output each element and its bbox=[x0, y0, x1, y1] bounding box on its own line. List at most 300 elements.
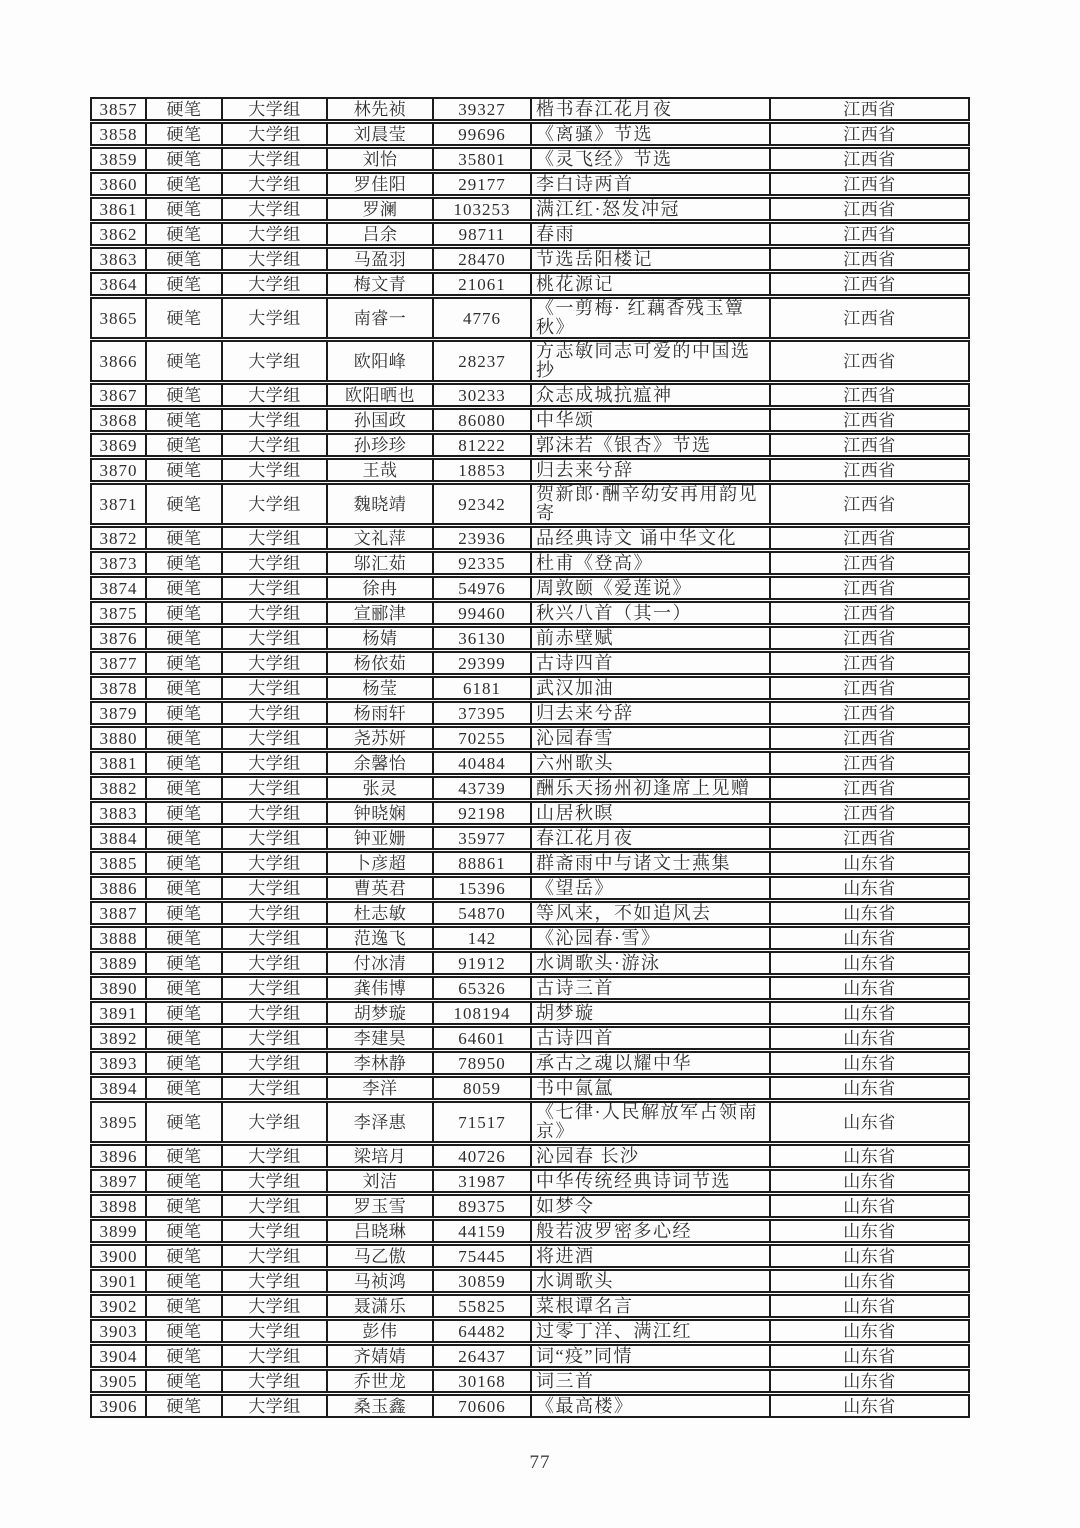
cell-entry-code: 54976 bbox=[434, 578, 532, 598]
cell-pen-type: 硬笔 bbox=[147, 953, 223, 973]
cell-entry-code: 21061 bbox=[434, 274, 532, 294]
cell-pen-type: 硬笔 bbox=[147, 1078, 223, 1098]
cell-participant-name: 林先祯 bbox=[328, 99, 434, 119]
cell-entry-code: 6181 bbox=[434, 678, 532, 698]
table-row bbox=[90, 676, 970, 700]
cell-pen-type: 硬笔 bbox=[147, 628, 223, 648]
cell-work-title: 《灵飞经》节选 bbox=[532, 149, 771, 169]
table-row bbox=[90, 1219, 970, 1243]
cell-province: 江西省 bbox=[843, 149, 896, 169]
cell-entry-code: 142 bbox=[434, 928, 532, 948]
cell-pen-type: 硬笔 bbox=[147, 1221, 223, 1241]
cell-group: 大学组 bbox=[223, 728, 328, 748]
cell-province: 山东省 bbox=[843, 1196, 896, 1216]
cell-participant-name: 罗澜 bbox=[328, 199, 434, 219]
cell-work-title: 归去来兮辞 bbox=[532, 460, 771, 480]
cell-entry-no: 3879 bbox=[92, 703, 147, 723]
table-row bbox=[90, 1194, 970, 1218]
cell-entry-code: 23936 bbox=[434, 528, 532, 548]
cell-pen-type: 硬笔 bbox=[147, 728, 223, 748]
cell-participant-name: 余馨怡 bbox=[328, 753, 434, 773]
cell-work-title: 菜根谭名言 bbox=[532, 1296, 771, 1316]
cell-entry-code: 70606 bbox=[434, 1396, 532, 1416]
table-row bbox=[90, 297, 970, 339]
cell-pen-type: 硬笔 bbox=[147, 1146, 223, 1166]
cell-pen-type: 硬笔 bbox=[147, 1271, 223, 1291]
table-row bbox=[90, 601, 970, 625]
cell-participant-name: 杨依茹 bbox=[328, 653, 434, 673]
cell-group: 大学组 bbox=[223, 249, 328, 269]
cell-participant-name: 李洋 bbox=[328, 1078, 434, 1098]
cell-group: 大学组 bbox=[223, 903, 328, 923]
cell-entry-no: 3895 bbox=[92, 1103, 147, 1141]
cell-entry-no: 3877 bbox=[92, 653, 147, 673]
cell-province: 江西省 bbox=[843, 603, 896, 623]
cell-pen-type: 硬笔 bbox=[147, 174, 223, 194]
cell-group: 大学组 bbox=[223, 460, 328, 480]
cell-pen-type: 硬笔 bbox=[147, 1296, 223, 1316]
cell-work-title: 胡梦璇 bbox=[532, 1003, 771, 1023]
cell-entry-code: 70255 bbox=[434, 728, 532, 748]
table-row bbox=[90, 340, 970, 382]
cell-province: 江西省 bbox=[843, 124, 896, 144]
cell-participant-name: 罗玉雪 bbox=[328, 1196, 434, 1216]
cell-entry-no: 3876 bbox=[92, 628, 147, 648]
cell-entry-code: 92198 bbox=[434, 803, 532, 823]
cell-entry-no: 3902 bbox=[92, 1296, 147, 1316]
cell-province: 山东省 bbox=[843, 903, 896, 923]
cell-entry-no: 3875 bbox=[92, 603, 147, 623]
cell-group: 大学组 bbox=[223, 199, 328, 219]
cell-entry-no: 3869 bbox=[92, 435, 147, 455]
cell-work-title: 方志敏同志可爱的中国选抄 bbox=[532, 342, 771, 380]
table-row bbox=[90, 458, 970, 482]
cell-entry-no: 3865 bbox=[92, 299, 147, 337]
cell-group: 大学组 bbox=[223, 953, 328, 973]
cell-work-title: 秋兴八首（其一） bbox=[532, 603, 771, 623]
table-row bbox=[90, 1101, 970, 1143]
cell-pen-type: 硬笔 bbox=[147, 678, 223, 698]
cell-participant-name: 张灵 bbox=[328, 778, 434, 798]
cell-work-title: 品经典诗文 诵中华文化 bbox=[532, 528, 771, 548]
cell-entry-no: 3904 bbox=[92, 1346, 147, 1366]
cell-group: 大学组 bbox=[223, 628, 328, 648]
cell-entry-no: 3868 bbox=[92, 410, 147, 430]
cell-entry-code: 30233 bbox=[434, 385, 532, 405]
cell-province: 江西省 bbox=[843, 653, 896, 673]
cell-participant-name: 南睿一 bbox=[328, 299, 434, 337]
cell-work-title: 《一剪梅· 红藕香残玉簟秋》 bbox=[532, 299, 771, 337]
cell-participant-name: 钟晓娴 bbox=[328, 803, 434, 823]
cell-work-title: 沁园春 长沙 bbox=[532, 1146, 771, 1166]
cell-entry-code: 81222 bbox=[434, 435, 532, 455]
cell-entry-code: 99696 bbox=[434, 124, 532, 144]
cell-entry-code: 35801 bbox=[434, 149, 532, 169]
cell-work-title: 酬乐天扬州初逢席上见赠 bbox=[532, 778, 771, 798]
table-row bbox=[90, 433, 970, 457]
cell-work-title: 承古之魂以耀中华 bbox=[532, 1053, 771, 1073]
cell-participant-name: 刘晨莹 bbox=[328, 124, 434, 144]
cell-entry-no: 3874 bbox=[92, 578, 147, 598]
cell-pen-type: 硬笔 bbox=[147, 1103, 223, 1141]
cell-entry-no: 3901 bbox=[92, 1271, 147, 1291]
cell-province: 山东省 bbox=[843, 1271, 896, 1291]
cell-pen-type: 硬笔 bbox=[147, 485, 223, 523]
table-row bbox=[90, 1001, 970, 1025]
table-row bbox=[90, 408, 970, 432]
table-row bbox=[90, 272, 970, 296]
cell-group: 大学组 bbox=[223, 1196, 328, 1216]
cell-participant-name: 邬汇茹 bbox=[328, 553, 434, 573]
table-row bbox=[90, 901, 970, 925]
cell-pen-type: 硬笔 bbox=[147, 753, 223, 773]
cell-participant-name: 文礼萍 bbox=[328, 528, 434, 548]
cell-entry-code: 44159 bbox=[434, 1221, 532, 1241]
table-row bbox=[90, 926, 970, 950]
table-row bbox=[90, 1369, 970, 1393]
cell-entry-no: 3858 bbox=[92, 124, 147, 144]
cell-work-title: 周敦颐《爱莲说》 bbox=[532, 578, 771, 598]
cell-work-title: 众志成城抗瘟神 bbox=[532, 385, 771, 405]
cell-province: 江西省 bbox=[843, 528, 896, 548]
cell-participant-name: 尧苏妍 bbox=[328, 728, 434, 748]
cell-pen-type: 硬笔 bbox=[147, 803, 223, 823]
cell-participant-name: 欧阳峰 bbox=[328, 342, 434, 380]
cell-work-title: 《望岳》 bbox=[532, 878, 771, 898]
cell-entry-code: 78950 bbox=[434, 1053, 532, 1073]
cell-group: 大学组 bbox=[223, 1296, 328, 1316]
cell-pen-type: 硬笔 bbox=[147, 928, 223, 948]
cell-group: 大学组 bbox=[223, 753, 328, 773]
table-row bbox=[90, 1344, 970, 1368]
cell-work-title: 中华传统经典诗词节选 bbox=[532, 1171, 771, 1191]
cell-entry-code: 4776 bbox=[434, 299, 532, 337]
cell-entry-code: 40484 bbox=[434, 753, 532, 773]
cell-participant-name: 桑玉鑫 bbox=[328, 1396, 434, 1416]
cell-pen-type: 硬笔 bbox=[147, 853, 223, 873]
cell-entry-code: 71517 bbox=[434, 1103, 532, 1141]
table-row bbox=[90, 976, 970, 1000]
cell-participant-name: 刘怡 bbox=[328, 149, 434, 169]
cell-pen-type: 硬笔 bbox=[147, 828, 223, 848]
cell-entry-code: 29177 bbox=[434, 174, 532, 194]
cell-participant-name: 杜志敏 bbox=[328, 903, 434, 923]
cell-work-title: 词三首 bbox=[532, 1371, 771, 1391]
cell-entry-no: 3903 bbox=[92, 1321, 147, 1341]
cell-participant-name: 龚伟博 bbox=[328, 978, 434, 998]
cell-pen-type: 硬笔 bbox=[147, 342, 223, 380]
table-row bbox=[90, 551, 970, 575]
cell-province: 江西省 bbox=[843, 753, 896, 773]
cell-group: 大学组 bbox=[223, 528, 328, 548]
table-row bbox=[90, 826, 970, 850]
cell-group: 大学组 bbox=[223, 1221, 328, 1241]
table-row bbox=[90, 383, 970, 407]
cell-entry-code: 92335 bbox=[434, 553, 532, 573]
cell-entry-no: 3883 bbox=[92, 803, 147, 823]
cell-entry-code: 99460 bbox=[434, 603, 532, 623]
cell-work-title: 春江花月夜 bbox=[532, 828, 771, 848]
table-row bbox=[90, 1076, 970, 1100]
cell-entry-no: 3887 bbox=[92, 903, 147, 923]
cell-entry-no: 3870 bbox=[92, 460, 147, 480]
cell-work-title: 般若波罗密多心经 bbox=[532, 1221, 771, 1241]
cell-province: 山东省 bbox=[843, 1028, 896, 1048]
cell-entry-no: 3888 bbox=[92, 928, 147, 948]
cell-participant-name: 马祯鸿 bbox=[328, 1271, 434, 1291]
cell-entry-no: 3892 bbox=[92, 1028, 147, 1048]
cell-work-title: 楷书春江花月夜 bbox=[532, 99, 771, 119]
table-row bbox=[90, 776, 970, 800]
cell-province: 江西省 bbox=[843, 828, 896, 848]
cell-province: 江西省 bbox=[843, 728, 896, 748]
cell-province: 山东省 bbox=[843, 1053, 896, 1073]
cell-work-title: 将进酒 bbox=[532, 1246, 771, 1266]
cell-group: 大学组 bbox=[223, 978, 328, 998]
table-row bbox=[90, 1244, 970, 1268]
cell-group: 大学组 bbox=[223, 342, 328, 380]
cell-work-title: 词“疫”同情 bbox=[532, 1346, 771, 1366]
cell-group: 大学组 bbox=[223, 678, 328, 698]
cell-participant-name: 欧阳晒也 bbox=[328, 385, 434, 405]
cell-entry-code: 86080 bbox=[434, 410, 532, 430]
cell-work-title: 《沁园春·雪》 bbox=[532, 928, 771, 948]
cell-entry-no: 3882 bbox=[92, 778, 147, 798]
cell-entry-no: 3864 bbox=[92, 274, 147, 294]
cell-province: 山东省 bbox=[843, 1146, 896, 1166]
table-row bbox=[90, 147, 970, 171]
cell-pen-type: 硬笔 bbox=[147, 99, 223, 119]
cell-pen-type: 硬笔 bbox=[147, 199, 223, 219]
cell-participant-name: 李林静 bbox=[328, 1053, 434, 1073]
cell-participant-name: 梁培月 bbox=[328, 1146, 434, 1166]
cell-province: 山东省 bbox=[843, 1346, 896, 1366]
table-row bbox=[90, 851, 970, 875]
cell-group: 大学组 bbox=[223, 853, 328, 873]
table-row bbox=[90, 1269, 970, 1293]
cell-province: 山东省 bbox=[843, 1003, 896, 1023]
cell-group: 大学组 bbox=[223, 1271, 328, 1291]
page-number: 77 bbox=[529, 1452, 551, 1473]
cell-entry-no: 3857 bbox=[92, 99, 147, 119]
cell-work-title: 满江红·怒发冲冠 bbox=[532, 199, 771, 219]
cell-participant-name: 徐冉 bbox=[328, 578, 434, 598]
cell-work-title: 书中氤氲 bbox=[532, 1078, 771, 1098]
cell-work-title: 古诗三首 bbox=[532, 978, 771, 998]
cell-province: 山东省 bbox=[843, 1171, 896, 1191]
cell-work-title: 《七律·人民解放军占领南京》 bbox=[532, 1103, 771, 1141]
cell-work-title: 前赤壁赋 bbox=[532, 628, 771, 648]
cell-pen-type: 硬笔 bbox=[147, 224, 223, 244]
cell-entry-no: 3884 bbox=[92, 828, 147, 848]
cell-entry-code: 37395 bbox=[434, 703, 532, 723]
table-row bbox=[90, 1394, 970, 1418]
cell-pen-type: 硬笔 bbox=[147, 149, 223, 169]
cell-pen-type: 硬笔 bbox=[147, 410, 223, 430]
cell-work-title: 郭沫若《银杏》节选 bbox=[532, 435, 771, 455]
cell-pen-type: 硬笔 bbox=[147, 1371, 223, 1391]
cell-work-title: 武汉加油 bbox=[532, 678, 771, 698]
cell-group: 大学组 bbox=[223, 174, 328, 194]
cell-entry-no: 3878 bbox=[92, 678, 147, 698]
cell-work-title: 春雨 bbox=[532, 224, 771, 244]
cell-participant-name: 吕晓琳 bbox=[328, 1221, 434, 1241]
cell-pen-type: 硬笔 bbox=[147, 553, 223, 573]
cell-pen-type: 硬笔 bbox=[147, 274, 223, 294]
cell-entry-code: 30168 bbox=[434, 1371, 532, 1391]
cell-pen-type: 硬笔 bbox=[147, 653, 223, 673]
cell-entry-no: 3872 bbox=[92, 528, 147, 548]
cell-work-title: 等风来，不如追风去 bbox=[532, 903, 771, 923]
cell-province: 江西省 bbox=[843, 460, 896, 480]
table-row bbox=[90, 701, 970, 725]
cell-work-title: 中华颂 bbox=[532, 410, 771, 430]
cell-province: 山东省 bbox=[843, 1321, 896, 1341]
cell-province: 江西省 bbox=[843, 410, 896, 430]
cell-entry-code: 36130 bbox=[434, 628, 532, 648]
cell-group: 大学组 bbox=[223, 1028, 328, 1048]
cell-group: 大学组 bbox=[223, 803, 328, 823]
cell-work-title: 归去来兮辞 bbox=[532, 703, 771, 723]
cell-pen-type: 硬笔 bbox=[147, 603, 223, 623]
table-row bbox=[90, 626, 970, 650]
cell-work-title: 《最高楼》 bbox=[532, 1396, 771, 1416]
cell-pen-type: 硬笔 bbox=[147, 435, 223, 455]
cell-group: 大学组 bbox=[223, 878, 328, 898]
cell-entry-code: 88861 bbox=[434, 853, 532, 873]
cell-pen-type: 硬笔 bbox=[147, 299, 223, 337]
cell-entry-no: 3863 bbox=[92, 249, 147, 269]
cell-entry-code: 31987 bbox=[434, 1171, 532, 1191]
cell-entry-no: 3862 bbox=[92, 224, 147, 244]
table-row bbox=[90, 1051, 970, 1075]
cell-participant-name: 杨莹 bbox=[328, 678, 434, 698]
cell-province: 江西省 bbox=[843, 803, 896, 823]
cell-group: 大学组 bbox=[223, 99, 328, 119]
cell-pen-type: 硬笔 bbox=[147, 703, 223, 723]
cell-participant-name: 齐婧婧 bbox=[328, 1346, 434, 1366]
cell-group: 大学组 bbox=[223, 1371, 328, 1391]
cell-participant-name: 孙珍珍 bbox=[328, 435, 434, 455]
table-row bbox=[90, 97, 970, 121]
cell-province: 山东省 bbox=[843, 853, 896, 873]
table-row bbox=[90, 951, 970, 975]
cell-province: 江西省 bbox=[843, 308, 896, 328]
cell-work-title: 贺新郎·酬辛幼安再用韵见寄 bbox=[532, 485, 771, 523]
cell-entry-code: 75445 bbox=[434, 1246, 532, 1266]
cell-province: 山东省 bbox=[843, 1221, 896, 1241]
cell-entry-code: 43739 bbox=[434, 778, 532, 798]
table-row bbox=[90, 122, 970, 146]
cell-group: 大学组 bbox=[223, 1146, 328, 1166]
cell-entry-no: 3894 bbox=[92, 1078, 147, 1098]
table-row bbox=[90, 651, 970, 675]
cell-participant-name: 杨雨轩 bbox=[328, 703, 434, 723]
cell-entry-code: 64601 bbox=[434, 1028, 532, 1048]
cell-entry-no: 3896 bbox=[92, 1146, 147, 1166]
cell-pen-type: 硬笔 bbox=[147, 249, 223, 269]
table-row bbox=[90, 1144, 970, 1168]
cell-pen-type: 硬笔 bbox=[147, 1028, 223, 1048]
cell-work-title: 水调歌头·游泳 bbox=[532, 953, 771, 973]
cell-entry-no: 3890 bbox=[92, 978, 147, 998]
cell-group: 大学组 bbox=[223, 1103, 328, 1141]
cell-participant-name: 马盈羽 bbox=[328, 249, 434, 269]
cell-entry-code: 39327 bbox=[434, 99, 532, 119]
cell-group: 大学组 bbox=[223, 224, 328, 244]
table-row bbox=[90, 726, 970, 750]
cell-entry-no: 3866 bbox=[92, 342, 147, 380]
cell-pen-type: 硬笔 bbox=[147, 1196, 223, 1216]
cell-province: 江西省 bbox=[843, 778, 896, 798]
cell-participant-name: 李建昊 bbox=[328, 1028, 434, 1048]
cell-pen-type: 硬笔 bbox=[147, 1003, 223, 1023]
cell-province: 江西省 bbox=[843, 351, 896, 371]
cell-entry-no: 3900 bbox=[92, 1246, 147, 1266]
cell-province: 山东省 bbox=[843, 1396, 896, 1416]
cell-entry-code: 8059 bbox=[434, 1078, 532, 1098]
cell-entry-no: 3898 bbox=[92, 1196, 147, 1216]
cell-entry-code: 65326 bbox=[434, 978, 532, 998]
cell-entry-no: 3886 bbox=[92, 878, 147, 898]
cell-entry-code: 15396 bbox=[434, 878, 532, 898]
cell-work-title: 桃花源记 bbox=[532, 274, 771, 294]
table-row bbox=[90, 1319, 970, 1343]
cell-province: 山东省 bbox=[843, 1371, 896, 1391]
cell-work-title: 水调歌头 bbox=[532, 1271, 771, 1291]
cell-group: 大学组 bbox=[223, 828, 328, 848]
cell-province: 山东省 bbox=[843, 953, 896, 973]
cell-entry-no: 3859 bbox=[92, 149, 147, 169]
cell-group: 大学组 bbox=[223, 1321, 328, 1341]
cell-pen-type: 硬笔 bbox=[147, 1396, 223, 1416]
cell-participant-name: 罗佳阳 bbox=[328, 174, 434, 194]
cell-pen-type: 硬笔 bbox=[147, 1171, 223, 1191]
table-row bbox=[90, 1026, 970, 1050]
cell-entry-code: 103253 bbox=[434, 199, 532, 219]
cell-province: 江西省 bbox=[843, 99, 896, 119]
cell-participant-name: 孙国政 bbox=[328, 410, 434, 430]
cell-province: 江西省 bbox=[843, 224, 896, 244]
table-row bbox=[90, 751, 970, 775]
cell-province: 江西省 bbox=[843, 578, 896, 598]
cell-participant-name: 钟亚姗 bbox=[328, 828, 434, 848]
cell-pen-type: 硬笔 bbox=[147, 385, 223, 405]
cell-province: 江西省 bbox=[843, 553, 896, 573]
cell-work-title: 古诗四首 bbox=[532, 1028, 771, 1048]
cell-entry-code: 18853 bbox=[434, 460, 532, 480]
cell-province: 江西省 bbox=[843, 494, 896, 514]
cell-entry-code: 89375 bbox=[434, 1196, 532, 1216]
cell-entry-no: 3897 bbox=[92, 1171, 147, 1191]
cell-pen-type: 硬笔 bbox=[147, 903, 223, 923]
cell-pen-type: 硬笔 bbox=[147, 460, 223, 480]
cell-entry-no: 3867 bbox=[92, 385, 147, 405]
cell-group: 大学组 bbox=[223, 124, 328, 144]
cell-pen-type: 硬笔 bbox=[147, 1053, 223, 1073]
cell-participant-name: 付冰清 bbox=[328, 953, 434, 973]
cell-work-title: 李白诗两首 bbox=[532, 174, 771, 194]
cell-entry-code: 30859 bbox=[434, 1271, 532, 1291]
cell-group: 大学组 bbox=[223, 385, 328, 405]
cell-entry-no: 3860 bbox=[92, 174, 147, 194]
table-row bbox=[90, 526, 970, 550]
table-row bbox=[90, 247, 970, 271]
cell-group: 大学组 bbox=[223, 553, 328, 573]
cell-work-title: 山居秋暝 bbox=[532, 803, 771, 823]
cell-province: 江西省 bbox=[843, 385, 896, 405]
cell-entry-no: 3891 bbox=[92, 1003, 147, 1023]
